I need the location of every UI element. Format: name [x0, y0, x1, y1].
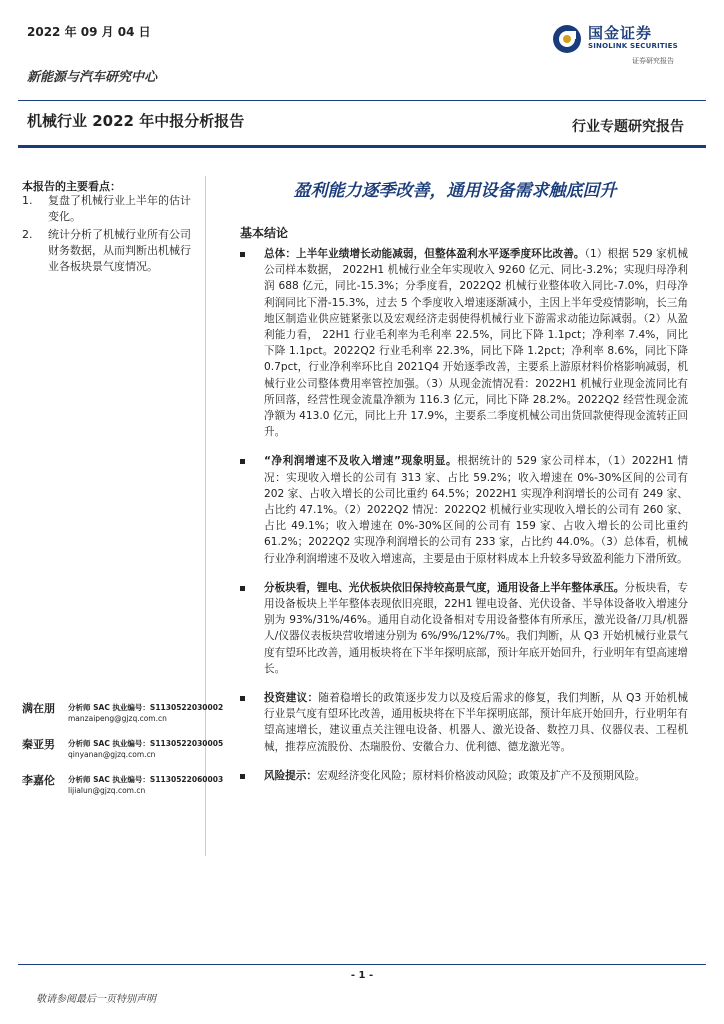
sidebar-point-text: 统计分析了机械行业所有公司财务数据，从而判断出机械行业各板块景气度情况。 [48, 228, 191, 273]
analyst-card [22, 700, 224, 730]
sidebar-points [22, 193, 200, 277]
logo-subtitle: 证券研究报告 [632, 57, 674, 65]
conclusion-list [240, 246, 688, 797]
logo-english-name: SINOLINK SECURITIES [588, 42, 678, 50]
sidebar-point-number: 1. [22, 194, 33, 207]
bullet-square-icon [240, 252, 245, 257]
conclusion-text: 随着稳增长的政策逐步发力以及疫后需求的修复，我们判断，从 Q3 开始机械行业景气度有望环比改善，通用板块将在下半年探明底部，预计年底开始回升，行业明年有望高速增长，建议重点关注锂电设备、机器人、激光设备、数控刀具、仪器仪表、工程机械，推荐应流股份、杰瑞股份、安徽合力、优利德、德龙激光等。 [264, 692, 689, 753]
bullet-square-icon [240, 586, 245, 591]
analyst-card [22, 736, 224, 766]
conclusion-lead: “净利润增速不及收入增速”现象明显。 [264, 455, 458, 468]
conclusion-text: 分板块看，专用设备板块上半年整体表现依旧亮眼，22H1 锂电设备、光伏设备、半导体设备收入增速分别为 93%/31%/46%。通用自动化设备相对专用设备整体有所承压，激光设备/刀具/机器人/仪器仪表板块营收增速分别为 6%/9%/12%/7%。我们判断，从 Q3 开始机械行业景气度有望环比改善，通用板块将在下半年探明底部，预计年底开始回升，行业明年有望高速增长。 [264, 581, 689, 675]
sidebar-point [22, 193, 200, 225]
section-heading: 基本结论 [240, 226, 289, 240]
logo-chinese-name: 国金证券 [588, 24, 653, 42]
company-logo [552, 22, 692, 68]
analyst-role: 分析师 SAC 执业编号：S1130522060003 [68, 775, 224, 784]
bullet-square-icon [240, 774, 245, 779]
conclusion-lead: 风险提示： [264, 769, 317, 782]
analyst-card [22, 772, 224, 802]
sidebar-point [22, 227, 200, 275]
bullet-square-icon [240, 696, 245, 701]
title-divider [18, 145, 706, 148]
conclusion-text: （1）根据 529 家机械公司样本数据， 2022H1 机械行业全年实现收入 9260 亿元、同比-3.2%；实现归母净利润 688 亿元，同比-15.3%；分季度看，2022Q2 机械行业整体收入同比-7.0%，归母净利润同比下滑-15.3%，过去 5 个季度收入增速逐渐减小，主因上半年受疫情影响，长三角地区制造业供应链紧张以及宏观经济走弱使得机械行业下游需求动能边际减弱。（2）从盈利能力看， 22H1 行业毛利率为毛利率 22.5%，同比下降 1.1pct；净利率 7.4%，同比下降 1.1pct。2022Q2 行业毛利率 22.3%，同比下降 1.2pct；净利率 8.6%，同比下降 0.7pct，行业净利率环比自 2021Q4 开始逐季改善，主要系上游原材料价格影响减弱，机械行业公司整体费用率管控加强。（3）从现金流情况看：2022H1 机械行业现金流同比有所回落，经营性现金流量净额为 116.3 亿元，同比下降 28.2%。2022Q2 经营性现金流净额为 413.0 亿元，同比上升 17.9%，主要系二季度机械公司出货回款使得现金流转正回升。 [264, 248, 688, 439]
header-divider [18, 100, 706, 101]
conclusion-item [240, 580, 688, 677]
report-title: 机械行业 2022 年中报分析报告 [27, 112, 245, 130]
page-number: - 1 - [350, 970, 374, 981]
conclusion-text: 根据统计的 529 家公司样本，（1）2022H1 情况：实现收入增长的公司有 313 家、占比 59.2%；收入增速在 0%-30%区间的公司有 202 家、占收入增长的公司比重约 64.5%；2022H1 实现净利润增长的公司有 249 家、占比约 47.1%。（2）2022Q2 情况：2022Q2 机械行业实现收入增长的公司有 260 家、占比 49.1%；收入增速在 0%-30%区间的公司有 159 家、占收入增长的公司比重约 61.2%；2022Q2 实现净利润增长的公司有 233 家，占比约 44.0%。（3）总体看，机械行业净利润增速不及收入增速高，主要是由于原材料成本上升较多导致盈利能力下滑所致。 [264, 455, 688, 565]
conclusion-item [240, 690, 688, 755]
conclusion-lead: 总体：上半年业绩增长动能减弱，但整体盈利水平逐季度环比改善。 [264, 248, 585, 260]
column-divider [205, 176, 206, 856]
analyst-email[interactable]: lijialun@gjzq.com.cn [68, 786, 146, 795]
analyst-email[interactable]: manzaipeng@gjzq.com.cn [68, 714, 167, 723]
analyst-name: 李嘉伦 [22, 774, 55, 787]
analyst-role: 分析师 SAC 执业编号：S1130522030005 [68, 739, 224, 748]
department-name: 新能源与汽车研究中心 [27, 70, 158, 85]
analyst-name: 秦亚男 [22, 738, 55, 751]
conclusion-item [240, 768, 688, 784]
sinolink-logo-icon [552, 24, 582, 54]
conclusion-item [240, 246, 688, 440]
sidebar-point-text: 复盘了机械行业上半年的估计变化。 [48, 194, 191, 223]
conclusion-item [240, 453, 688, 566]
conclusion-lead: 分板块看，锂电、光伏板块依旧保持较高景气度，通用设备上半年整体承压。 [264, 581, 625, 594]
analyst-name: 满在朋 [22, 702, 55, 715]
report-date: 2022 年 09 月 04 日 [27, 25, 151, 39]
main-title: 盈利能力逐季改善，通用设备需求触底回升 [293, 181, 617, 201]
footer-disclaimer[interactable]: 敬请参阅最后一页特别声明 [36, 994, 156, 1005]
conclusion-text: 宏观经济变化风险；原材料价格波动风险；政策及扩产不及预期风险。 [316, 769, 646, 782]
footer-divider [18, 964, 706, 965]
analyst-role: 分析师 SAC 执业编号：S1130522030002 [68, 703, 224, 712]
bullet-square-icon [240, 459, 245, 464]
sidebar-point-number: 2. [22, 228, 33, 241]
conclusion-lead: 投资建议： [264, 692, 319, 705]
report-type: 行业专题研究报告 [572, 119, 684, 135]
sidebar-heading: 本报告的主要看点： [22, 180, 121, 193]
analyst-email[interactable]: qinyanan@gjzq.com.cn [68, 750, 156, 759]
